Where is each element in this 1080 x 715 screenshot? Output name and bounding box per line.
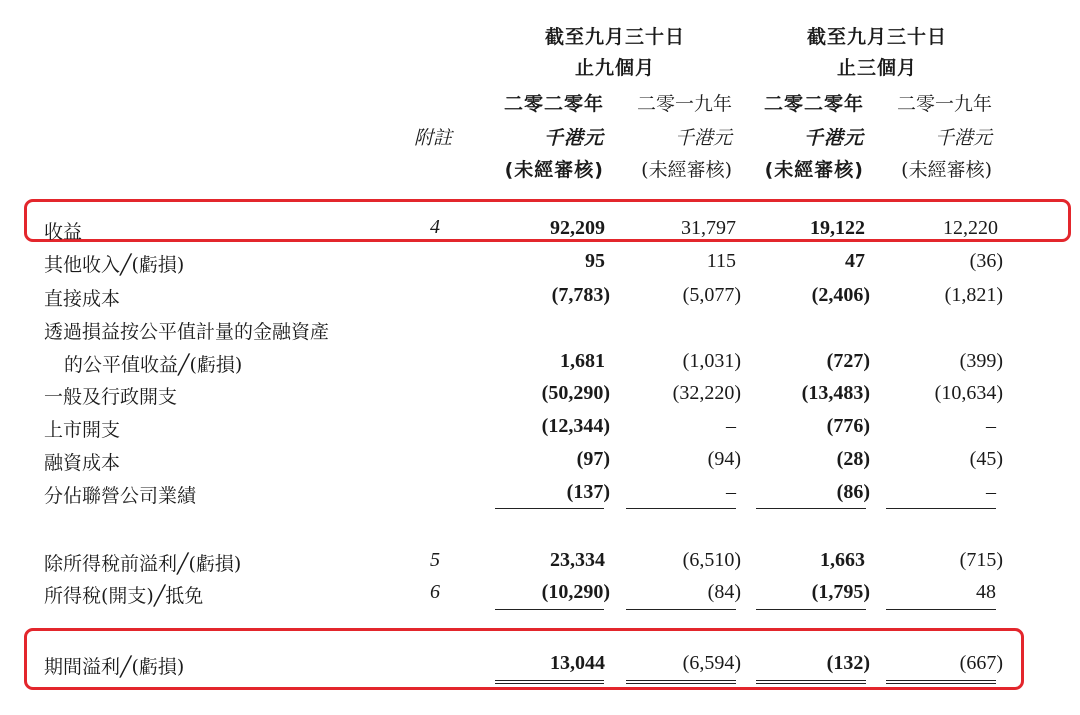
row-label-profit-before-tax: 除所得稅前溢利╱(虧損): [44, 553, 242, 575]
cell-finance-costs-col4: (45): [969, 448, 1003, 470]
cell-share-of-associates-col4: –: [986, 481, 996, 503]
row-label-revenue: 收益: [44, 221, 83, 243]
cell-profit-before-tax-col3: 1,663: [820, 549, 865, 571]
cell-other-income-col2: 115: [706, 250, 736, 272]
cell-profit-before-tax-col1: 23,334: [550, 549, 605, 571]
cell-revenue-col4: 12,220: [943, 217, 998, 239]
cell-fvtpl-col3: (727): [826, 350, 870, 372]
underline-tax-col3: [756, 609, 866, 610]
row-label-fvtpl-line2: 的公平值收益╱(虧損): [64, 354, 243, 376]
cell-income-tax-col1: (10,290): [541, 581, 610, 603]
currency-header-col2: 千港元: [674, 127, 732, 149]
row-label-admin-expenses: 一般及行政開支: [44, 386, 178, 408]
cell-income-tax-col4: 48: [976, 581, 996, 603]
row-label-period-profit: 期間溢利╱(虧損): [44, 656, 185, 678]
cell-revenue-col3: 19,122: [810, 217, 865, 239]
cell-period-profit-col3: (132): [826, 652, 870, 674]
cell-revenue-col2: 31,797: [681, 217, 736, 239]
currency-header-col3: 千港元: [803, 127, 864, 149]
cell-share-of-associates-col1: (137): [566, 481, 610, 503]
period-header-nine-months-line1: 截至九月三十日: [544, 26, 685, 48]
year-header-col3: 二零二零年: [763, 93, 864, 115]
underline-total-col1-a: [495, 680, 604, 681]
underline-total-col2-a: [626, 680, 736, 681]
unaudited-header-col3: (未經審核): [764, 159, 864, 181]
period-header-three-months-line2: 止三個月: [836, 57, 917, 79]
underline-subtotal-col4: [886, 508, 996, 509]
year-header-col4: 二零一九年: [896, 93, 992, 115]
underline-total-col4-b: [886, 683, 996, 684]
cell-listing-expenses-col1: (12,344): [541, 415, 610, 437]
currency-header-col4: 千港元: [934, 127, 992, 149]
cell-admin-expenses-col3: (13,483): [801, 382, 870, 404]
row-label-other-income: 其他收入╱(虧損): [44, 254, 185, 276]
underline-total-col3-b: [756, 683, 866, 684]
cell-direct-costs-col2: (5,077): [682, 284, 741, 306]
cell-listing-expenses-col4: –: [986, 415, 996, 437]
cell-share-of-associates-col3: (86): [836, 481, 870, 503]
cell-admin-expenses-col1: (50,290): [541, 382, 610, 404]
cell-direct-costs-col3: (2,406): [811, 284, 870, 306]
cell-revenue-col1: 92,209: [550, 217, 605, 239]
cell-income-tax-col3: (1,795): [811, 581, 870, 603]
cell-admin-expenses-col2: (32,220): [672, 382, 741, 404]
cell-period-profit-col4: (667): [959, 652, 1003, 674]
cell-listing-expenses-col3: (776): [826, 415, 870, 437]
underline-subtotal-col3: [756, 508, 866, 509]
cell-direct-costs-col1: (7,783): [551, 284, 610, 306]
unaudited-header-col4: (未經審核): [901, 159, 992, 181]
underline-total-col4-a: [886, 680, 996, 681]
cell-fvtpl-col1: 1,681: [560, 350, 605, 372]
cell-period-profit-col1: 13,044: [550, 652, 605, 674]
currency-header-col1: 千港元: [543, 127, 604, 149]
row-note-profit-before-tax: 5: [430, 549, 440, 571]
underline-tax-col2: [626, 609, 736, 610]
year-header-col2: 二零一九年: [636, 93, 732, 115]
row-label-listing-expenses: 上市開支: [44, 419, 121, 441]
cell-fvtpl-col4: (399): [959, 350, 1003, 372]
cell-other-income-col3: 47: [845, 250, 865, 272]
unaudited-header-col1: (未經審核): [504, 159, 604, 181]
underline-tax-col1: [495, 609, 604, 610]
period-header-three-months-line1: 截至九月三十日: [806, 26, 947, 48]
cell-profit-before-tax-col4: (715): [959, 549, 1003, 571]
cell-finance-costs-col2: (94): [707, 448, 741, 470]
row-label-direct-costs: 直接成本: [44, 288, 121, 310]
row-label-fvtpl-line1: 透過損益按公平值計量的金融資產: [44, 321, 330, 343]
year-header-col1: 二零二零年: [503, 93, 604, 115]
underline-tax-col4: [886, 609, 996, 610]
underline-total-col2-b: [626, 683, 736, 684]
underline-subtotal-col1: [495, 508, 604, 509]
underline-total-col3-a: [756, 680, 866, 681]
cell-direct-costs-col4: (1,821): [944, 284, 1003, 306]
cell-other-income-col4: (36): [969, 250, 1003, 272]
cell-finance-costs-col1: (97): [576, 448, 610, 470]
cell-finance-costs-col3: (28): [836, 448, 870, 470]
underline-total-col1-b: [495, 683, 604, 684]
row-label-share-of-associates: 分佔聯營公司業績: [44, 485, 197, 507]
cell-other-income-col1: 95: [585, 250, 605, 272]
cell-income-tax-col2: (84): [707, 581, 741, 603]
cell-fvtpl-col2: (1,031): [682, 350, 741, 372]
note-column-header: 附註: [414, 127, 453, 149]
underline-subtotal-col2: [626, 508, 736, 509]
period-header-nine-months-line2: 止九個月: [574, 57, 655, 79]
row-label-income-tax: 所得稅(開支)╱抵免: [44, 585, 204, 607]
cell-listing-expenses-col2: –: [726, 415, 736, 437]
cell-period-profit-col2: (6,594): [682, 652, 741, 674]
unaudited-header-col2: (未經審核): [641, 159, 732, 181]
row-note-revenue: 4: [430, 216, 440, 238]
row-note-income-tax: 6: [430, 581, 440, 603]
cell-profit-before-tax-col2: (6,510): [682, 549, 741, 571]
row-label-finance-costs: 融資成本: [44, 452, 121, 474]
cell-share-of-associates-col2: –: [726, 481, 736, 503]
cell-admin-expenses-col4: (10,634): [934, 382, 1003, 404]
